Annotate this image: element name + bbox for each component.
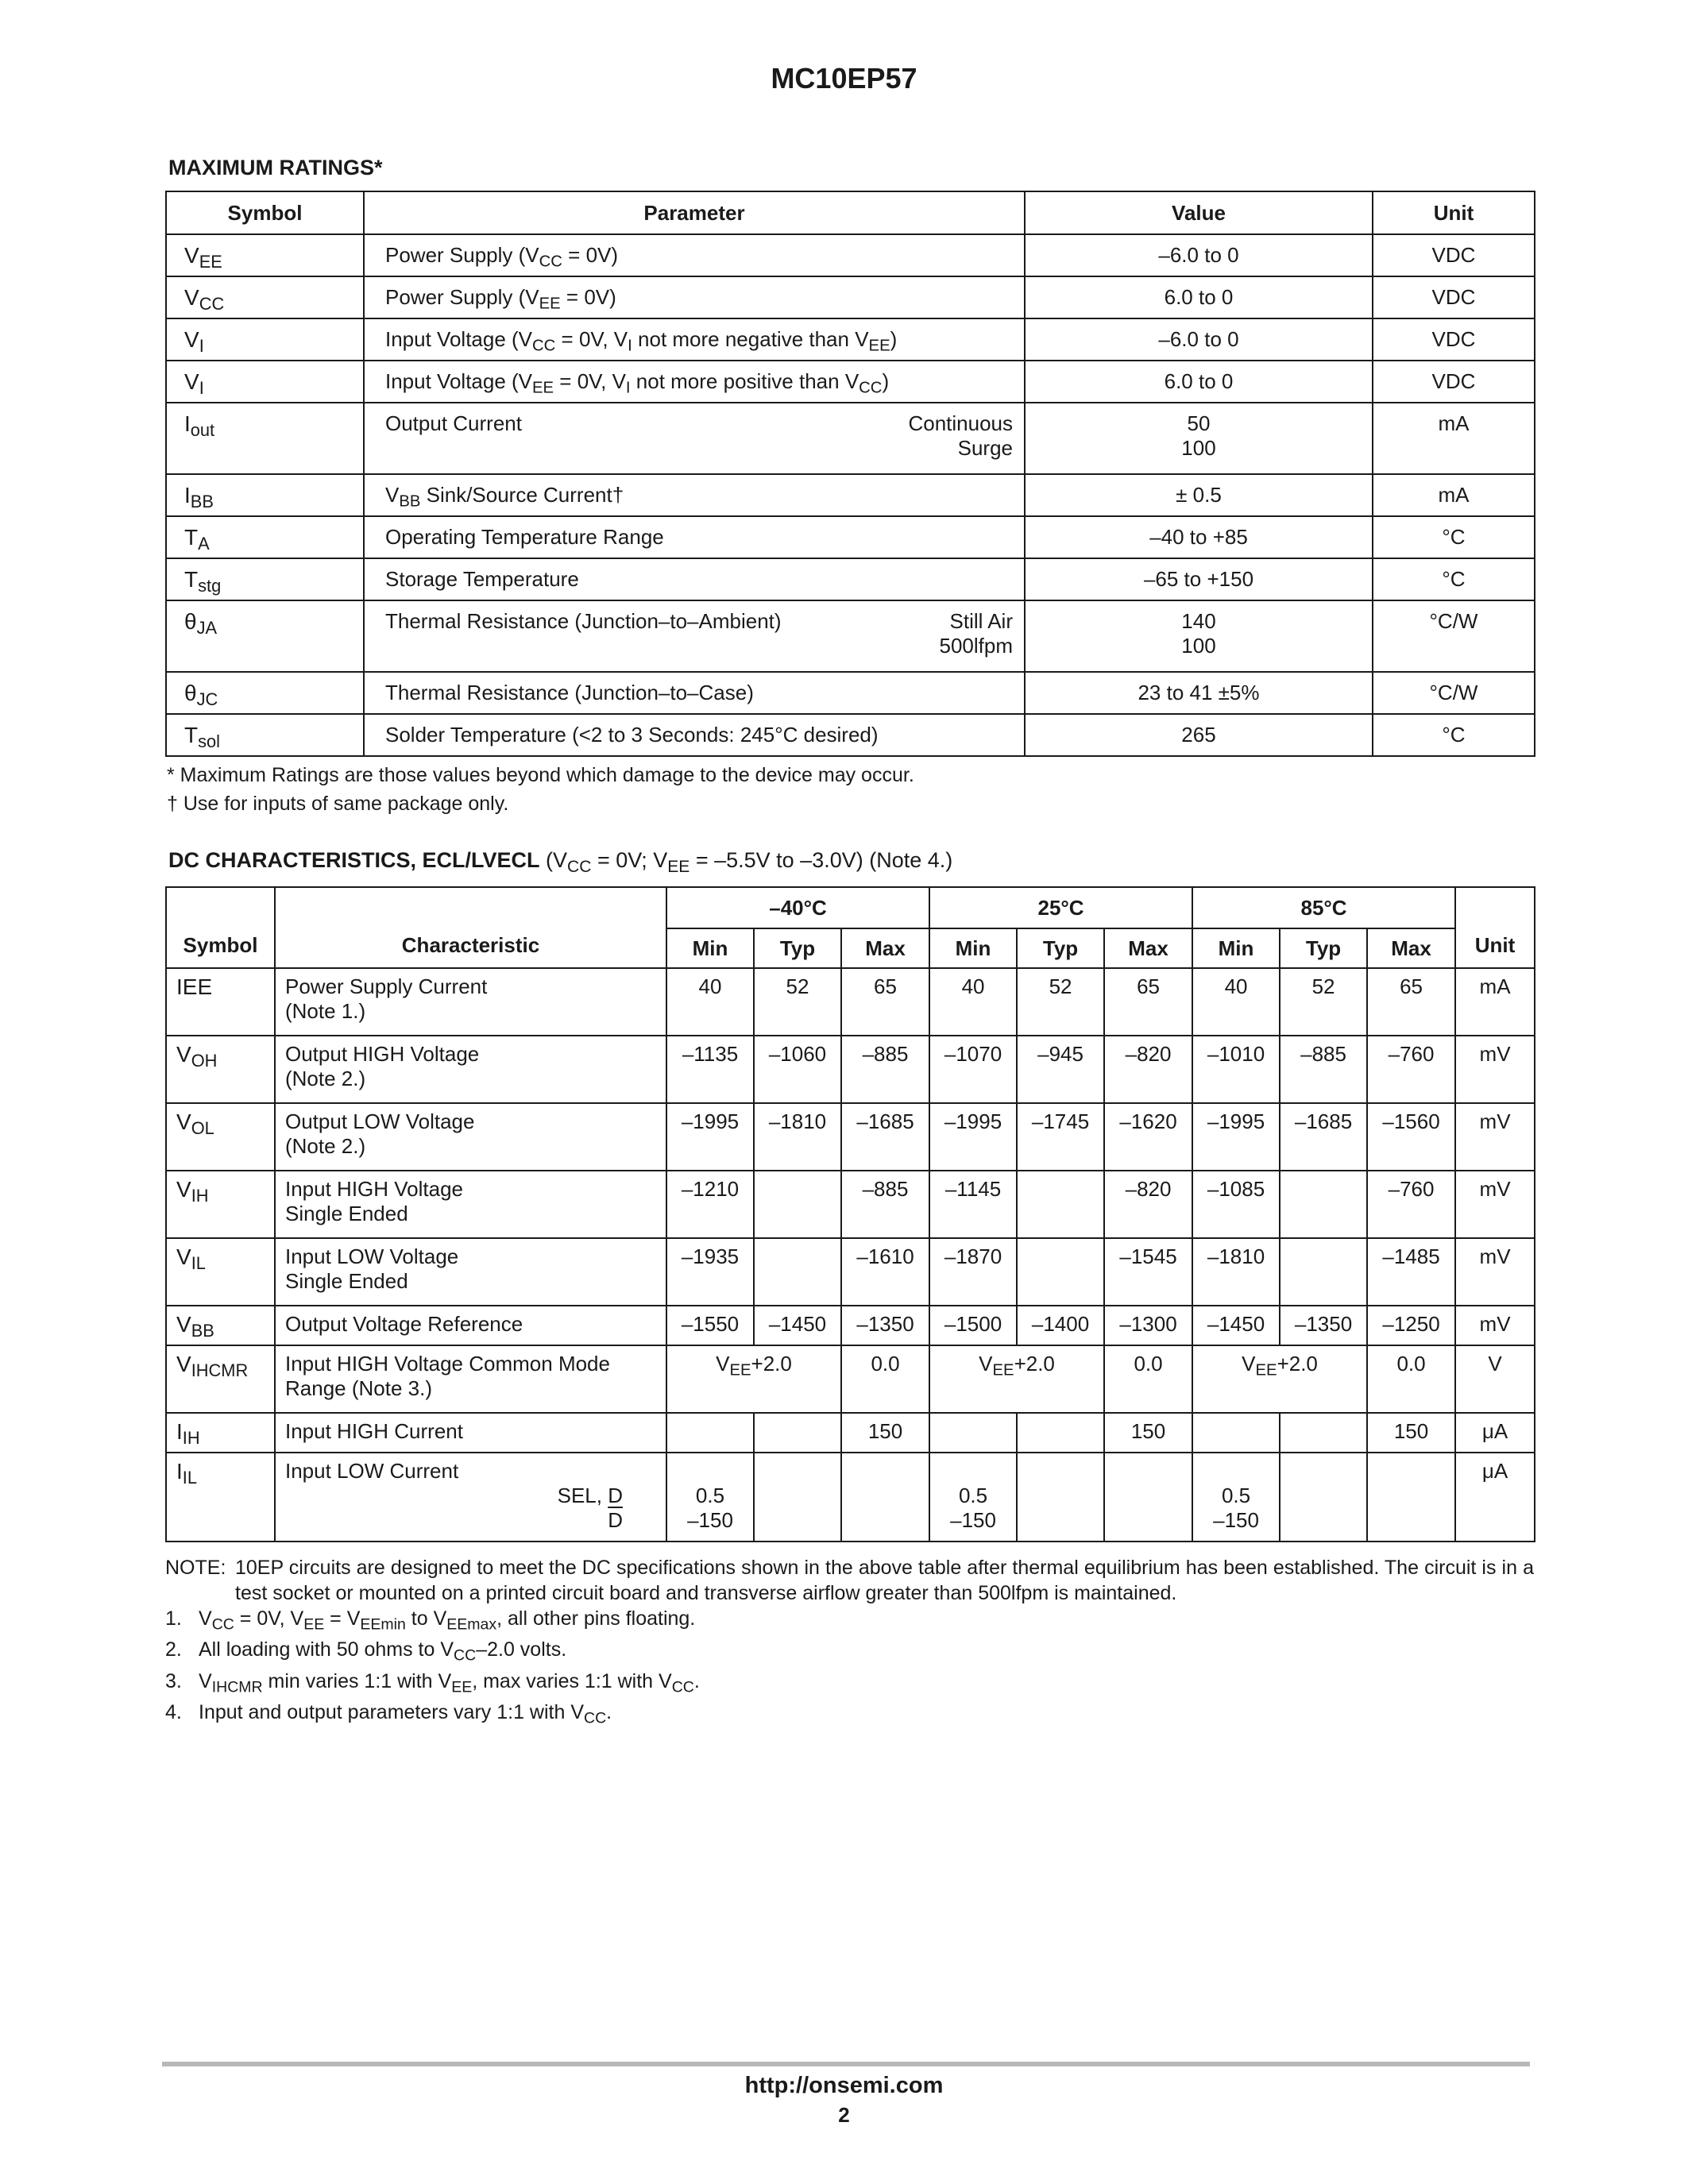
value-cell [754,1171,841,1238]
characteristic-cell: Input LOW Current SEL, D $\overline{D}$ [275,1453,666,1542]
value-cell: –1685 [841,1103,929,1171]
symbol-cell: $\theta_{JC}$ [166,672,364,714]
characteristic-cell: Input HIGH Voltage Common Mode Range (Note 3.) [275,1345,666,1413]
value-cell: –1350 [841,1306,929,1345]
d-bar-label: $\overline{D}$ [608,1508,623,1532]
value-cell: $V_{EE}+2.0$ [1192,1345,1367,1413]
symbol-cell: IEE [166,968,275,1036]
value-cell [754,1453,841,1542]
temp-header-25: 25°C [929,887,1192,928]
general-note: NOTE: 10EP circuits are designed to meet the DC specifications shown in the above table after thermal equilibrium has been established. The circuit is in a test socket or mounted on a printed circuit board and transverse airflow greater than 500lfpm is maintained. [165,1557,1534,1604]
value-cell: –760 [1367,1171,1455,1238]
table-row [166,558,1535,600]
col-header-min: Min [1192,928,1280,968]
col-header-symbol: Symbol [166,887,275,968]
table-row [166,1103,1535,1171]
value-cell: –1995 [1192,1103,1280,1171]
value-cell [1017,1238,1104,1306]
value-cell: 52 [1280,968,1367,1036]
value-cell [1280,1453,1367,1542]
table-row [166,968,1535,1036]
notes-section [165,1555,1534,1731]
table-row [166,1171,1535,1238]
value-cell [1192,1413,1280,1453]
note-item: 2. All loading with 50 ohms to $V_{CC}-2.0$ volts. [165,1638,567,1665]
value-cell [1280,1171,1367,1238]
table-row [166,516,1535,558]
parameter-cell: Power Supply $(V_{CC} = 0V)$ [364,234,1025,276]
table-row [166,600,1535,672]
value-cell: –885 [841,1036,929,1103]
unit-cell: mV [1455,1306,1535,1345]
parameter-cell: Output Current Continuous Surge [364,403,1025,474]
unit-cell: μA [1455,1453,1535,1542]
value-cell [1017,1453,1104,1542]
characteristic-cell: Input LOW Voltage Single Ended [275,1238,666,1306]
parameter-cell: Input Voltage ($V_{CC} = 0V$, $V_I$ not more negative than $V_{EE}$) [364,318,1025,361]
table-row [166,403,1535,474]
col-header-value: Value [1025,191,1373,234]
characteristic-cell: Input HIGH Voltage Single Ended [275,1171,666,1238]
value-cell [1104,1453,1192,1542]
table-row [166,318,1535,361]
characteristic-cell: Power Supply Current (Note 1.) [275,968,666,1036]
value-cell: 50 100 [1025,403,1373,474]
col-header-symbol: Symbol [166,191,364,234]
parameter-cell: Power Supply $(V_{EE} = 0V)$ [364,276,1025,318]
symbol-cell: $\theta_{JA}$ [166,600,364,672]
value-cell: 40 [929,968,1017,1036]
table-row [166,1413,1535,1453]
page-title: MC10EP57 [771,62,917,95]
value-cell: –1085 [1192,1171,1280,1238]
value-cell: –1060 [754,1036,841,1103]
unit-cell: mA [1373,403,1535,474]
value-cell: –1560 [1367,1103,1455,1171]
unit-cell: mA [1455,968,1535,1036]
temp-header-minus40: –40°C [666,887,929,928]
value-cell: –1810 [754,1103,841,1171]
table-row [166,474,1535,516]
table-row [166,276,1535,318]
value-cell: –1485 [1367,1238,1455,1306]
col-header-typ: Typ [1017,928,1104,968]
value-cell [1017,1413,1104,1453]
col-header-unit: Unit [1455,887,1535,968]
value-cell: –6.0 to 0 [1025,234,1373,276]
unit-cell: mV [1455,1103,1535,1171]
symbol-cell: $V_{IL}$ [166,1238,275,1306]
unit-cell: °C [1373,516,1535,558]
symbol-cell: $V_{OH}$ [166,1036,275,1103]
characteristic-cell: Output Voltage Reference [275,1306,666,1345]
col-header-max: Max [1104,928,1192,968]
value-cell [1367,1453,1455,1542]
col-header-characteristic: Characteristic [275,887,666,968]
value-cell: –65 to +150 [1025,558,1373,600]
value-cell: 150 [1104,1413,1192,1453]
symbol-cell: $V_{EE}$ [166,234,364,276]
value-cell: –6.0 to 0 [1025,318,1373,361]
parameter-cell: Thermal Resistance (Junction–to–Case) [364,672,1025,714]
value-cell: –1250 [1367,1306,1455,1345]
value-cell: 150 [1367,1413,1455,1453]
value-cell: 6.0 to 0 [1025,276,1373,318]
symbol-cell: $T_{stg}$ [166,558,364,600]
value-cell: 65 [841,968,929,1036]
symbol-cell: $V_{CC}$ [166,276,364,318]
unit-cell: °C [1373,558,1535,600]
col-header-min: Min [929,928,1017,968]
value-cell: 40 [1192,968,1280,1036]
value-cell [929,1413,1017,1453]
col-header-typ: Typ [1280,928,1367,968]
value-cell: 65 [1104,968,1192,1036]
unit-cell: °C [1373,714,1535,756]
col-header-min: Min [666,928,754,968]
value-cell: 0.5 –150 [1192,1453,1280,1542]
characteristic-cell: Input HIGH Current [275,1413,666,1453]
value-cell: –1545 [1104,1238,1192,1306]
parameter-cell: $V_{BB}$ Sink/Source Current† [364,474,1025,516]
value-cell: $V_{EE}+2.0$ [929,1345,1104,1413]
table-row [166,1345,1535,1413]
value-cell: –1300 [1104,1306,1192,1345]
value-cell: ± 0.5 [1025,474,1373,516]
value-cell: –40 to +85 [1025,516,1373,558]
col-header-parameter: Parameter [364,191,1025,234]
parameter-cell: Storage Temperature [364,558,1025,600]
unit-cell: μA [1455,1413,1535,1453]
value-cell: 52 [1017,968,1104,1036]
unit-cell: mV [1455,1238,1535,1306]
characteristic-cell: Output HIGH Voltage (Note 2.) [275,1036,666,1103]
note-item: 1. $V_{CC} = 0V$, $V_{EE} = V_{EEmin}$ to $V_{EEmax}$, all other pins floating. [165,1607,696,1634]
unit-cell: mV [1455,1036,1535,1103]
value-cell: 0.0 [1104,1345,1192,1413]
value-cell [754,1238,841,1306]
dagger-footnote: † Use for inputs of same package only. [167,793,509,815]
value-cell: –1995 [666,1103,754,1171]
value-cell: 6.0 to 0 [1025,361,1373,403]
max-ratings-heading: MAXIMUM RATINGS* [168,156,383,179]
parameter-cell: Solder Temperature (<2 to 3 Seconds: 245°C desired) [364,714,1025,756]
unit-cell: °C/W [1373,600,1535,672]
value-cell: –760 [1367,1036,1455,1103]
value-cell [666,1413,754,1453]
unit-cell: VDC [1373,234,1535,276]
unit-cell: VDC [1373,318,1535,361]
table-row [166,1453,1535,1542]
symbol-cell: $I_{IL}$ [166,1453,275,1542]
parameter-cell: Thermal Resistance (Junction–to–Ambient) Still Air 500lfpm [364,600,1025,672]
symbol-cell: $V_{OL}$ [166,1103,275,1171]
value-cell: $V_{EE}+2.0$ [666,1345,841,1413]
value-cell: –1685 [1280,1103,1367,1171]
unit-cell: mV [1455,1171,1535,1238]
table-row [166,672,1535,714]
symbol-cell: $T_{sol}$ [166,714,364,756]
symbol-cell: $V_{IH}$ [166,1171,275,1238]
value-cell: –1995 [929,1103,1017,1171]
footer-url-link[interactable]: http://onsemi.com [744,2073,944,2098]
value-cell: 0.0 [1367,1345,1455,1413]
value-cell: –885 [1280,1036,1367,1103]
unit-cell: VDC [1373,276,1535,318]
value-cell: –1135 [666,1036,754,1103]
value-cell: 265 [1025,714,1373,756]
value-cell: 65 [1367,968,1455,1036]
symbol-cell: $V_{IHCMR}$ [166,1345,275,1413]
value-cell: –1610 [841,1238,929,1306]
value-cell: –1500 [929,1306,1017,1345]
col-header-typ: Typ [754,928,841,968]
symbol-cell: $V_I$ [166,318,364,361]
value-cell: –820 [1104,1036,1192,1103]
unit-cell: mA [1373,474,1535,516]
page-number: 2 [838,2103,850,2127]
parameter-cell: Input Voltage ($V_{EE} = 0V$, $V_I$ not more positive than $V_{CC}$) [364,361,1025,403]
note-item: 4. Input and output parameters vary 1:1 with $V_{CC}$. [165,1701,612,1727]
value-cell [841,1453,929,1542]
symbol-cell: $V_{BB}$ [166,1306,275,1345]
max-ratings-table [165,191,1535,757]
value-cell: –1450 [754,1306,841,1345]
table-row [166,361,1535,403]
symbol-cell: $I_{BB}$ [166,474,364,516]
table-row [166,1306,1535,1345]
value-cell: –1145 [929,1171,1017,1238]
value-cell: 0.5 –150 [666,1453,754,1542]
value-cell: –1010 [1192,1036,1280,1103]
value-cell: 40 [666,968,754,1036]
unit-cell: V [1455,1345,1535,1413]
value-cell [1280,1238,1367,1306]
value-cell: –1935 [666,1238,754,1306]
characteristic-cell: Output LOW Voltage (Note 2.) [275,1103,666,1171]
unit-cell: °C/W [1373,672,1535,714]
value-cell: –820 [1104,1171,1192,1238]
value-cell: –1070 [929,1036,1017,1103]
value-cell: 150 [841,1413,929,1453]
value-cell: –1810 [1192,1238,1280,1306]
symbol-cell: $V_I$ [166,361,364,403]
table-row [166,1238,1535,1306]
value-cell [754,1413,841,1453]
symbol-cell: $I_{IH}$ [166,1413,275,1453]
footer-divider [162,2062,1530,2066]
col-header-unit: Unit [1373,191,1535,234]
table-row [166,234,1535,276]
value-cell: 23 to 41 ±5% [1025,672,1373,714]
table-row [166,714,1535,756]
value-cell: –1400 [1017,1306,1104,1345]
col-header-max: Max [841,928,929,968]
value-cell: –945 [1017,1036,1104,1103]
value-cell: –1350 [1280,1306,1367,1345]
dc-characteristics-heading: DC CHARACTERISTICS, ECL/LVECL ($V_{CC} = 0V$; $V_{EE} = -5.5V$ to –3.0V) (Note 4.) [168,848,953,876]
value-cell: 140 100 [1025,600,1373,672]
value-cell: –1745 [1017,1103,1104,1171]
symbol-cell: $T_A$ [166,516,364,558]
value-cell: –1550 [666,1306,754,1345]
value-cell: –885 [841,1171,929,1238]
col-header-max: Max [1367,928,1455,968]
value-cell: 52 [754,968,841,1036]
parameter-cell: Operating Temperature Range [364,516,1025,558]
temp-header-85: 85°C [1192,887,1455,928]
value-cell: –1210 [666,1171,754,1238]
value-cell [1280,1413,1367,1453]
symbol-cell: $I_{out}$ [166,403,364,474]
value-cell: 0.5 –150 [929,1453,1017,1542]
table-row [166,1036,1535,1103]
value-cell [1017,1171,1104,1238]
unit-cell: VDC [1373,361,1535,403]
note-item: 3. $V_{IHCMR}$ min varies 1:1 with $V_{EE}$, max varies 1:1 with $V_{CC}$. [165,1669,700,1696]
value-cell: –1870 [929,1238,1017,1306]
dc-characteristics-table [165,886,1535,1542]
value-cell: 0.0 [841,1345,929,1413]
max-ratings-footnote: * Maximum Ratings are those values beyond which damage to the device may occur. [167,764,914,786]
value-cell: –1450 [1192,1306,1280,1345]
value-cell: –1620 [1104,1103,1192,1171]
